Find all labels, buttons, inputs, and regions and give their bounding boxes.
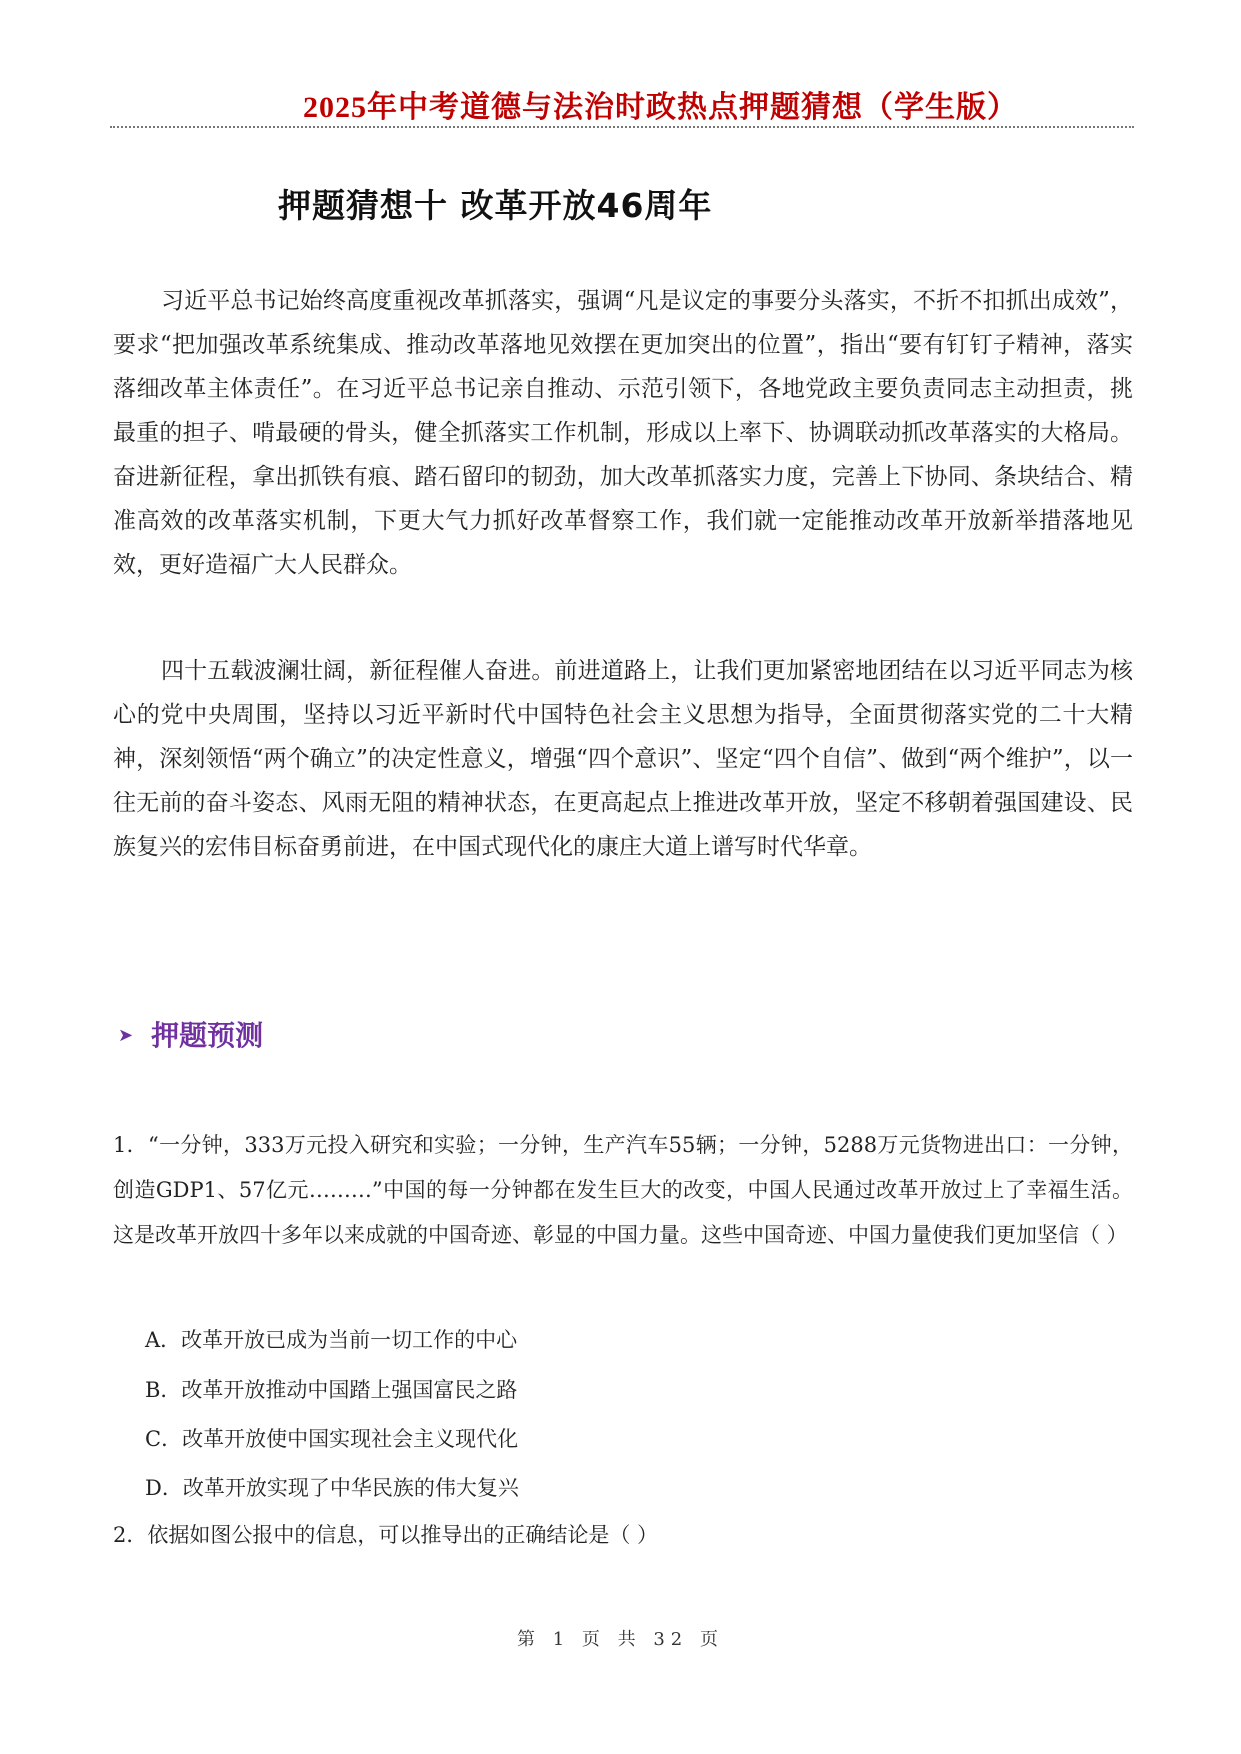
page-footer: 第 1 页 共 32 页 bbox=[517, 1629, 724, 1650]
question-1-option-c: C．改革开放使中国实现社会主义现代化 bbox=[145, 1427, 519, 1451]
arrow-right-icon: ➤ bbox=[118, 1024, 134, 1046]
question-2-text: 2．依据如图公报中的信息，可以推导出的正确结论是（ ） bbox=[113, 1523, 659, 1547]
section-heading bbox=[118, 1014, 263, 1054]
section-title: 押题预测 bbox=[151, 1019, 264, 1052]
question-1-option-d: D．改革开放实现了中华民族的伟大复兴 bbox=[145, 1476, 519, 1500]
document-title: 押题猜想十 改革开放46周年 bbox=[278, 186, 713, 225]
question-1-option-a: A．改革开放已成为当前一切工作的中心 bbox=[145, 1328, 518, 1352]
paragraph-2: 四十五载波澜壮阔，新征程催人奋进。前进道路上，让我们更加紧密地团结在以习近平同志为核心的党中央周围，坚持以习近平新时代中国特色社会主义思想为指导，全面贯彻落实党的二十大精神，深刻领悟“两个确立”的决定性意义，增强“四个意识”、坚定“四个自信”、做到“两个维护”，以一往无前的奋斗姿态、风雨无阻的精神状态，在更高起点上推进改革开放，坚定不移朝着强国建设、民族复兴的宏伟目标奋勇前进，在中国式现代化的康庄大道上谱写时代华章。 bbox=[113, 658, 1133, 860]
paragraph-1: 习近平总书记始终高度重视改革抓落实，强调“凡是议定的事要分头落实，不折不扣抓出成效”，要求“把加强改革系统集成、推动改革落地见效摆在更加突出的位置”，指出“要有钉钉子精神，落实落细改革主体责任”。在习近平总书记亲自推动、示范引领下，各地党政主要负责同志主动担责，挑最重的担子、啃最硬的骨头，健全抓落实工作机制，形成以上率下、协调联动抓改革落实的大格局。奋进新征程，拿出抓铁有痕、踏石留印的韧劲，加大改革抓落实力度，完善上下协同、条块结合、精准高效的改革落实机制，下更大气力抓好改革督察工作，我们就一定能推动改革开放新举措落地见效，更好造福广大人民群众。 bbox=[113, 288, 1133, 578]
page-header-title: 2025年中考道德与法治时政热点押题猜想（学生版） bbox=[303, 91, 1018, 124]
header-divider bbox=[110, 126, 1134, 128]
question-1-option-b: B．改革开放推动中国踏上强国富民之路 bbox=[145, 1378, 518, 1402]
question-1-text: 1．“一分钟，333万元投入研究和实验；一分钟，生产汽车55辆；一分钟，5288万元货物进出口：一分钟，创造GDP1、57亿元………”中国的每一分钟都在发生巨大的改变，中国人民通过改革开放过上了幸福生活。这是改革开放四十多年以来成就的中国奇迹、彰显的中国力量。这些中国奇迹、中国力量使我们更加坚信（ ） bbox=[113, 1133, 1133, 1247]
